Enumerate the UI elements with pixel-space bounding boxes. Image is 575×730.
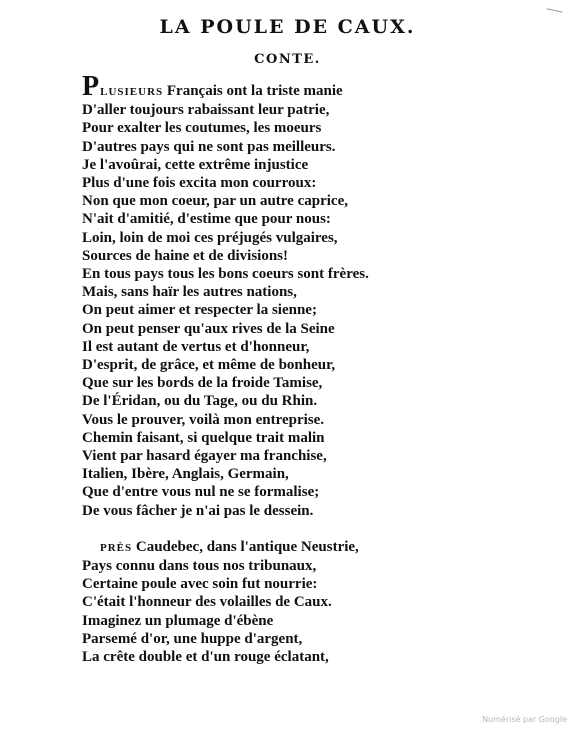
verse-line: Mais, sans haïr les autres nations, (82, 284, 297, 301)
smallcaps-word: LUSIEURS (100, 86, 164, 98)
verse-line: Que d'entre vous nul ne se formalise; (82, 484, 320, 501)
stanza-gap (82, 520, 522, 538)
first-line-text: Français ont la triste manie (163, 83, 343, 99)
stanza-1 (82, 101, 522, 520)
page-corner-mark (547, 4, 564, 12)
verse-line: Non que mon coeur, par un autre caprice, (82, 193, 348, 210)
verse-line: Chemin faisant, si quelque trait malin (82, 429, 325, 446)
drop-cap: P (82, 71, 100, 102)
poem-body (82, 71, 522, 666)
verse-line: C'était l'honneur des volailles de Caux. (82, 594, 332, 611)
verse-line: D'aller toujours rabaissant leur patrie, (82, 102, 330, 119)
verse-line: D'esprit, de grâce, et même de bonheur, (82, 357, 336, 374)
verse-line: On peut aimer et respecter la sienne; (82, 302, 317, 319)
verse-line: De vous fâcher je n'ai pas le dessein. (82, 502, 314, 519)
stanza-2 (82, 557, 522, 666)
verse-line: La crête double et d'un rouge éclatant, (82, 649, 329, 666)
verse-line: On peut penser qu'aux rives de la Seine (82, 320, 335, 337)
first-line-text: Caudebec, dans l'antique Neustrie, (132, 538, 359, 555)
stanza2-first-line (82, 538, 522, 557)
poem-subtitle: CONTE. (254, 52, 321, 67)
poem-title: LA POULE DE CAUX. (159, 16, 416, 38)
verse-line: Il est autant de vertus et d'honneur, (82, 338, 310, 355)
verse-line: D'autres pays qui ne sont pas meilleurs. (82, 138, 336, 155)
verse-line: Que sur les bords de la froide Tamise, (82, 375, 323, 392)
stanza1-first-line (82, 71, 522, 102)
verse-line: Vient par hasard égayer ma franchise, (82, 448, 327, 465)
verse-line: Je l'avoûrai, cette extrême injustice (82, 156, 309, 173)
verse-line: Pays connu dans tous nos tribunaux, (82, 558, 317, 575)
verse-line: Plus d'une fois excita mon courroux: (82, 175, 317, 192)
smallcaps-word: PRÈS (100, 541, 133, 554)
verse-line: Vous le prouver, voilà mon entreprise. (82, 411, 325, 428)
digitization-watermark: Numérisé par Google (482, 715, 567, 724)
verse-line: En tous pays tous les bons coeurs sont frères. (82, 266, 369, 283)
verse-line: Loin, loin de moi ces préjugés vulgaires, (82, 229, 338, 246)
verse-line: N'ait d'amitié, d'estime que pour nous: (82, 211, 331, 228)
verse-line: Imaginez un plumage d'ébène (82, 612, 274, 629)
verse-line: Pour exalter les coutumes, les moeurs (82, 120, 322, 137)
verse-line: Sources de haine et de divisions! (82, 247, 288, 264)
verse-line: Italien, Ibère, Anglais, Germain, (82, 466, 289, 483)
verse-line: Certaine poule avec soin fut nourrie: (82, 576, 318, 593)
verse-line: De l'Éridan, ou du Tage, ou du Rhin. (82, 393, 318, 410)
verse-line: Parsemé d'or, une huppe d'argent, (82, 630, 303, 647)
